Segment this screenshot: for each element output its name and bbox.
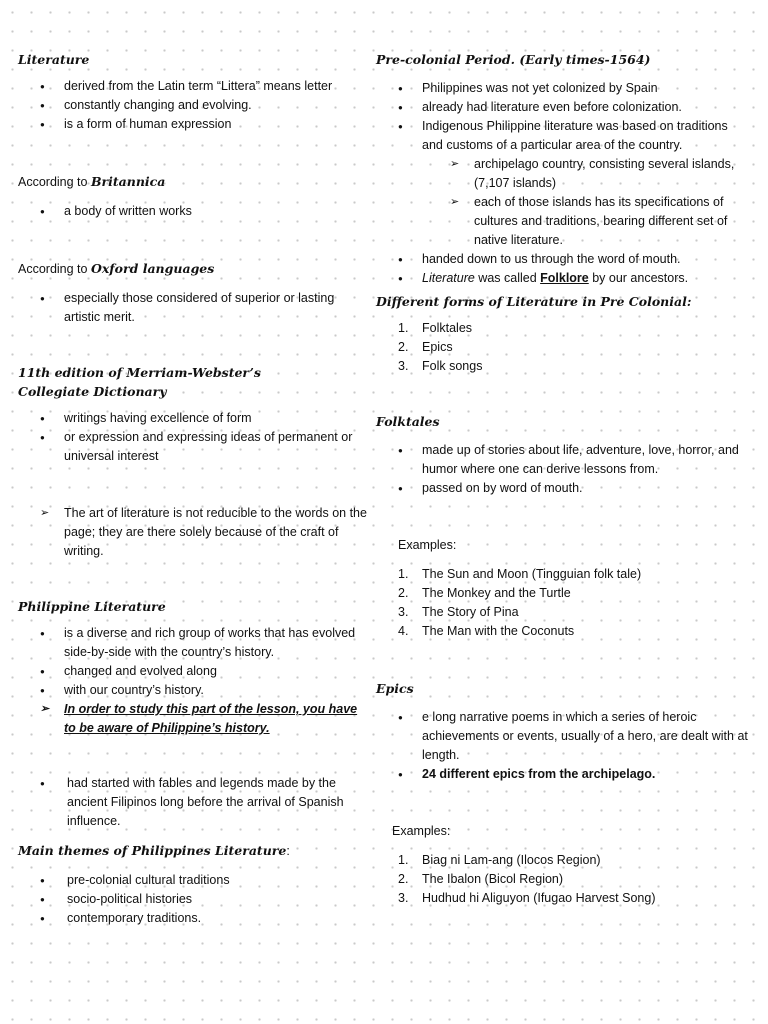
oxford-prefix: According to — [18, 262, 91, 276]
list-item: ● Philippines was not yet colonized by Spain — [376, 79, 748, 98]
oxford-heading — [18, 259, 370, 279]
oxford-name: Oxford languages — [90, 261, 215, 276]
list-item: ● or expression and expressing ideas of permanent or universal interest — [18, 428, 370, 466]
item-text: Hudhud hi Aliguyon (Ifugao Harvest Song) — [422, 891, 656, 905]
list-item: ● already had literature even before colonization. — [376, 98, 748, 117]
philippine-literature-list — [18, 624, 370, 700]
list-item — [376, 565, 748, 584]
precolonial-list-2 — [376, 250, 748, 288]
list-item: ● changed and evolved along — [18, 662, 370, 681]
precolonial-heading: Pre-colonial Period. (Early times-1564) — [376, 52, 651, 67]
list-item: ➢ archipelago country, consisting several islands, (7,107 islands) — [376, 155, 748, 193]
literature-list — [18, 77, 370, 134]
precolonial-sub-list — [376, 155, 748, 250]
art-note-list — [18, 504, 370, 561]
list-item — [376, 338, 748, 357]
literature-term: Literature — [422, 271, 475, 285]
list-item — [376, 357, 748, 376]
list-item: ● pre-colonial cultural traditions — [18, 871, 370, 890]
item-text: Folk songs — [422, 359, 483, 373]
item-text: The Sun and Moon (Tingguian folk tale) — [422, 567, 642, 581]
item-number: 1. — [398, 853, 409, 867]
epics-list — [376, 708, 748, 784]
item-text: The Story of Pina — [422, 605, 519, 619]
list-item: ● 24 different epics from the archipelago. — [376, 765, 748, 784]
item-number: 1. — [398, 567, 409, 581]
folktale-examples-list — [376, 565, 748, 641]
philippine-literature-heading: Philippine Literature — [18, 599, 166, 614]
list-item: ● constantly changing and evolving. — [18, 96, 370, 115]
merriam-webster-list — [18, 409, 370, 466]
themes-heading — [18, 841, 370, 861]
art-note: ➢ The art of literature is not reducible to the words on the page; they are there solely because of the craft of writing. — [18, 504, 370, 561]
item-number: 2. — [398, 872, 409, 886]
left-column — [18, 50, 370, 928]
precolonial-list — [376, 79, 748, 155]
list-item — [376, 622, 748, 641]
list-item: ● writings having excellence of form — [18, 409, 370, 428]
themes-list — [18, 871, 370, 928]
britannica-heading — [18, 172, 370, 192]
item-number: 4. — [398, 624, 409, 638]
literature-heading: Literature — [18, 52, 90, 67]
list-item: ● passed on by word of mouth. — [376, 479, 748, 498]
item-number: 2. — [398, 340, 409, 354]
item-number: 3. — [398, 359, 409, 373]
item-text: Epics — [422, 340, 453, 354]
examples-label: Examples: — [392, 824, 451, 838]
philippine-history-note: ➢ In order to study this part of the lesson, you have to be aware of Philippine’s history. — [18, 700, 370, 738]
item-text: The Ibalon (Bicol Region) — [422, 872, 564, 886]
list-item: ● handed down to us through the word of mouth. — [376, 250, 748, 269]
list-item: ● Indigenous Philippine literature was based on traditions and customs of a particular area of the country. — [376, 117, 748, 155]
list-item: ● derived from the Latin term “Littera” means letter — [18, 77, 370, 96]
fables-list — [18, 774, 370, 831]
themes-heading-text: Main themes of Philippines Literature — [18, 843, 287, 858]
britannica-list — [18, 202, 370, 221]
list-item: ● is a diverse and rich group of works that has evolved side-by-side with the country’s history. — [18, 624, 370, 662]
item-number: 2. — [398, 586, 409, 600]
right-column — [376, 50, 748, 908]
britannica-name: Britannica — [90, 174, 166, 189]
item-number: 3. — [398, 605, 409, 619]
list-item — [376, 319, 748, 338]
folktales-list — [376, 441, 748, 498]
list-item: ● had started with fables and legends made by the ancient Filipinos long before the arrival of Spanish influence. — [18, 774, 370, 831]
item-number: 1. — [398, 321, 409, 335]
list-item: ● especially those considered of superior or lasting artistic merit. — [18, 289, 370, 327]
forms-list — [376, 319, 748, 376]
examples-label: Examples: — [398, 538, 457, 552]
called-text: was called — [474, 271, 541, 285]
list-item: ● e long narrative poems in which a series of heroic achievements or events, usually of a hero, are dealt with at length. — [376, 708, 748, 765]
list-item: ➢ each of those islands has its specifications of cultures and traditions, bearing different set of native literature. — [376, 193, 748, 250]
folklore-term: Folklore — [540, 271, 589, 285]
list-item: ● contemporary traditions. — [18, 909, 370, 928]
philippine-note-list — [18, 700, 370, 738]
themes-colon: : — [286, 844, 290, 858]
list-item — [376, 870, 748, 889]
list-item: ● with our country’s history. — [18, 681, 370, 700]
folktales-heading: Folktales — [376, 414, 440, 429]
britannica-prefix: According to — [18, 175, 91, 189]
item-number: 3. — [398, 891, 409, 905]
list-item — [376, 269, 748, 288]
item-text: The Man with the Coconuts — [422, 624, 575, 638]
item-text: Folktales — [422, 321, 473, 335]
list-item: ● is a form of human expression — [18, 115, 370, 134]
list-item — [376, 889, 748, 908]
oxford-list — [18, 289, 370, 327]
list-item: ● socio-political histories — [18, 890, 370, 909]
item-text: Biag ni Lam-ang (Ilocos Region) — [422, 853, 601, 867]
epics-heading: Epics — [376, 681, 414, 696]
list-item: ● a body of written works — [18, 202, 370, 221]
epic-examples-list — [376, 851, 748, 908]
list-item — [376, 851, 748, 870]
forms-heading: Different forms of Literature in Pre Colonial: — [376, 294, 692, 309]
list-item — [376, 584, 748, 603]
item-text: The Monkey and the Turtle — [422, 586, 571, 600]
merriam-webster-heading: 11th edition of Merriam-Webster’s Collegiate Dictionary — [18, 365, 261, 399]
called-end-text: by our ancestors. — [588, 271, 689, 285]
list-item — [376, 603, 748, 622]
list-item: ● made up of stories about life, adventure, love, horror, and humor where one can derive lessons from. — [376, 441, 748, 479]
